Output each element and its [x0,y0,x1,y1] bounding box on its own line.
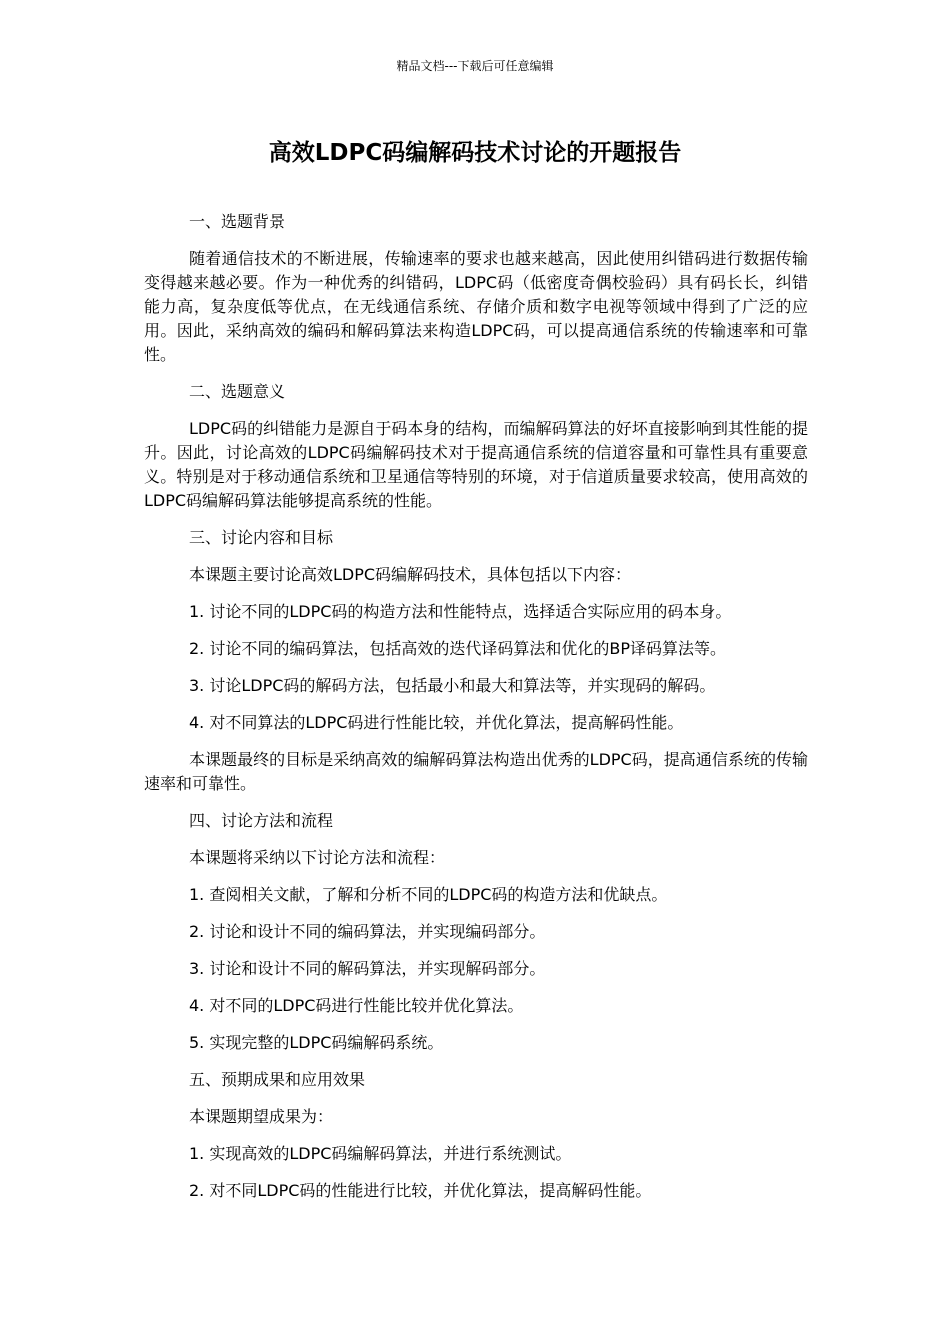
list-item: 2. 对不同LDPC码的性能进行比较，并优化算法，提高解码性能。 [189,1181,652,1200]
section-heading: 三、讨论内容和目标 [189,528,334,547]
body-paragraph: 随着通信技术的不断进展，传输速率的要求也越来越高，因此使用纠错码进行数据传输变得越来越必要。作为一种优秀的纠错码，LDPC码（低密度奇偶校验码）具有码长长，纠错能力高，复杂度低等优点，在无线通信系统、存储介质和数字电视等领域中得到了广泛的应用。因此，采纳高效的编码和解码算法来构造LDPC码，可以提高通信系统的传输速率和可靠性。 [144,249,808,364]
intro-line: 本课题将采纳以下讨论方法和流程： [189,848,446,867]
list-item: 1. 查阅相关文献，了解和分析不同的LDPC码的构造方法和优缺点。 [189,885,668,904]
list-item: 1. 实现高效的LDPC码编解码算法，并进行系统测试。 [189,1144,572,1163]
list-item: 2. 讨论和设计不同的编码算法，并实现编码部分。 [189,922,546,941]
body-paragraph: LDPC码的纠错能力是源自于码本身的结构，而编解码算法的好坏直接影响到其性能的提升。因此，讨论高效的LDPC码编解码技术对于提高通信系统的信道容量和可靠性具有重要意义。特别是对于移动通信系统和卫星通信等特别的环境，对于信道质量要求较高，使用高效的LDPC码编解码算法能够提高系统的性能。 [144,419,808,510]
body-paragraph: 本课题最终的目标是采纳高效的编解码算法构造出优秀的LDPC码，提高通信系统的传输速率和可靠性。 [144,750,808,793]
section-heading: 五、预期成果和应用效果 [189,1070,366,1089]
list-item: 2. 讨论不同的编码算法，包括高效的迭代译码算法和优化的BP译码算法等。 [189,639,726,658]
header-note: 精品文档---下载后可任意编辑 [396,59,554,73]
section-heading: 一、选题背景 [189,212,286,231]
section-heading: 四、讨论方法和流程 [189,811,334,830]
list-item: 1. 讨论不同的LDPC码的构造方法和性能特点，选择适合实际应用的码本身。 [189,602,732,621]
intro-line: 本课题期望成果为： [189,1107,334,1126]
section-heading: 二、选题意义 [189,382,286,401]
intro-line: 本课题主要讨论高效LDPC码编解码技术，具体包括以下内容： [189,565,632,584]
document-title: 高效LDPC码编解码技术讨论的开题报告 [268,140,682,166]
list-item: 3. 讨论和设计不同的解码算法，并实现解码部分。 [189,959,546,978]
document-body [144,210,808,1216]
list-item: 3. 讨论LDPC码的解码方法，包括最小和最大和算法等，并实现码的解码。 [189,676,716,695]
list-item: 5. 实现完整的LDPC码编解码系统。 [189,1033,444,1052]
list-item: 4. 对不同的LDPC码进行性能比较并优化算法。 [189,996,524,1015]
list-item: 4. 对不同算法的LDPC码进行性能比较，并优化算法，提高解码性能。 [189,713,684,732]
